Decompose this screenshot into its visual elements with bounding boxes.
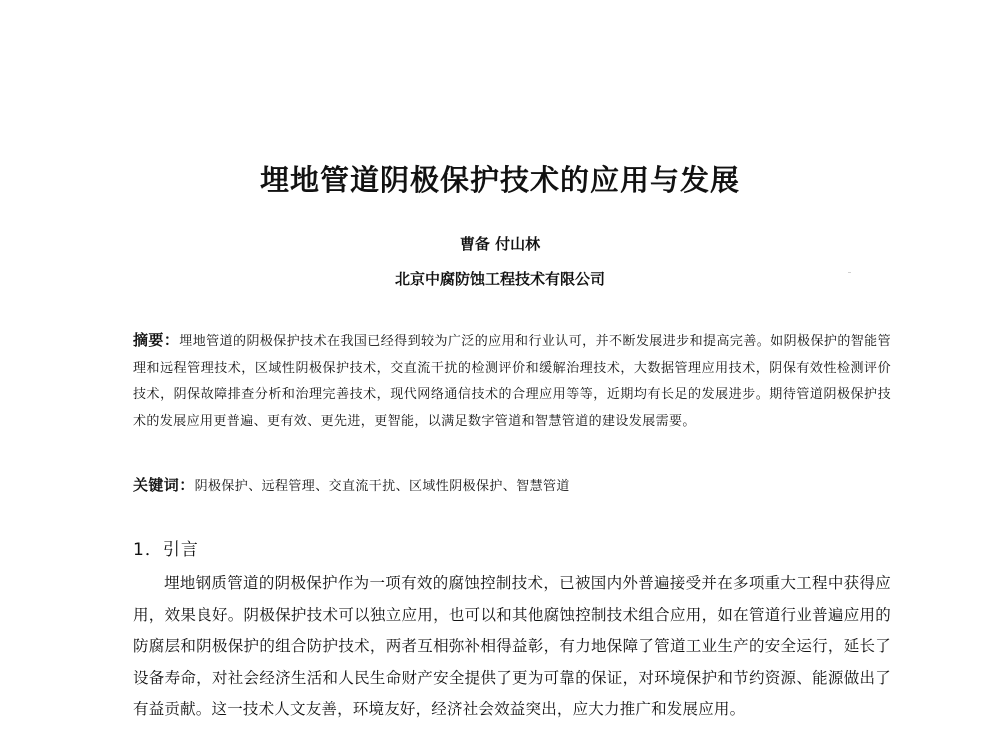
keywords-label: 关键词： [133,476,195,494]
introduction-paragraph: 埋地钢质管道的阴极保护作为一项有效的腐蚀控制技术，已被国内外普遍接受并在多项重大工程中获得应用，效果良好。阴极保护技术可以独立应用，也可以和其他腐蚀控制技术组合应用，如在管道行业普遍应用的防腐层和阴极保护的组合防护技术，两者互相弥补相得益彰，有力地保障了管道工业生产的安全运行，延长了设备寿命，对社会经济生活和人民生命财产安全提供了更为可靠的保证，对环境保护和节约资源、能源做出了有益贡献。这一技术人文友善，环境友好，经济社会效益突出，应大力推广和发展应用。 [133,574,891,718]
abstract-text: 埋地管道的阴极保护技术在我国已经得到较为广泛的应用和行业认可，并不断发展进步和提高完善。如阴极保护的智能管理和远程管理技术，区域性阴极保护技术，交直流干扰的检测评价和缓解治理技术，大数据管理应用技术，阴保有效性检测评价技术，阴保故障排查分析和治理完善技术，现代网络通信技术的合理应用等等，近期均有长足的发展进步。期待管道阴极保护技术的发展应用更普遍、更有效、更先进，更智能，以满足数字管道和智慧管道的建设发展需要。 [133,334,892,429]
paper-title: 埋地管道阴极保护技术的应用与发展 [259,163,740,197]
paper-authors: 曹备 付山林 [459,235,541,253]
paper-affiliation: 北京中腐防蚀工程技术有限公司 [394,270,605,288]
section-heading-introduction: 1．引言 [133,540,199,560]
abstract-label: 摘要： [133,331,180,349]
scan-speck [848,272,851,273]
abstract-block [133,327,891,435]
keywords-block [133,472,891,500]
keywords-text: 阴极保护、远程管理、交直流干扰、区域性阴极保护、智慧管道 [194,479,570,494]
